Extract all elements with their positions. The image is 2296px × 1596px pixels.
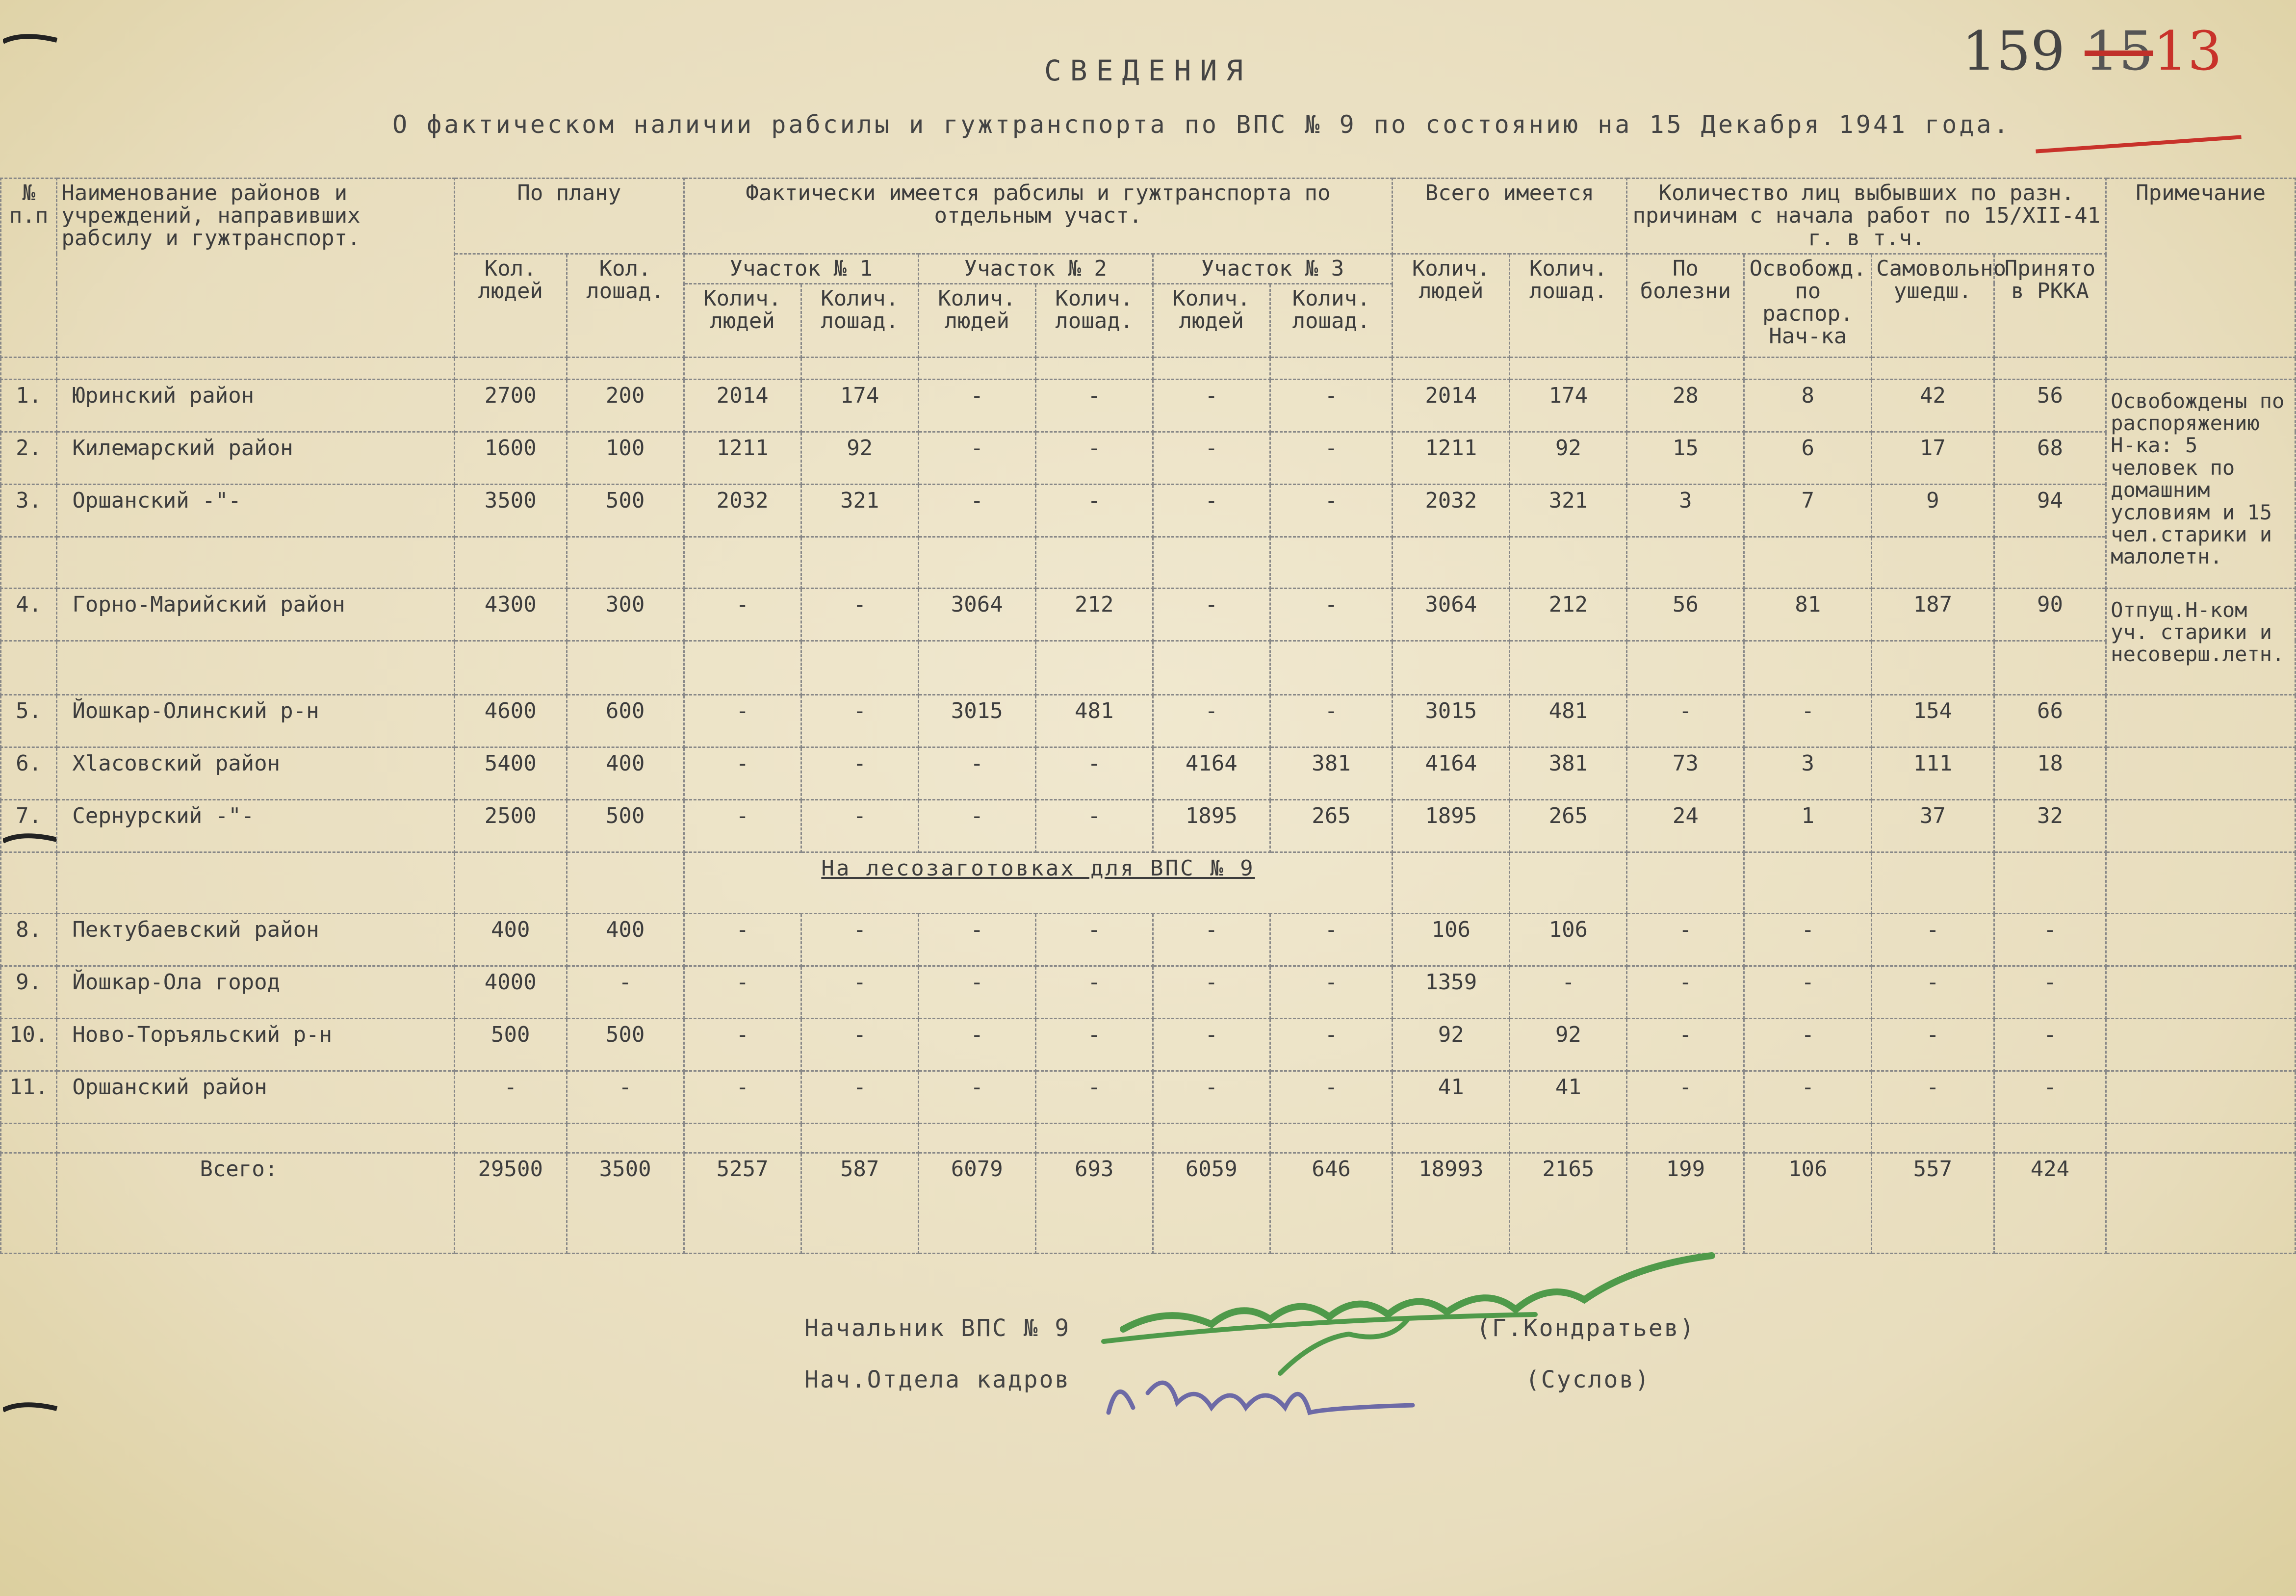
row-number: 2.	[1, 432, 57, 484]
cell: 1211	[1393, 432, 1510, 484]
cell: 321	[801, 484, 918, 537]
report-table	[0, 178, 2296, 1254]
cell: 6	[1744, 432, 1872, 484]
cell: -	[801, 1071, 918, 1123]
cell: 265	[1270, 799, 1392, 852]
col-name: Наименование районов и учреждений, направивших рабсилу и гужтранспорт.	[57, 179, 455, 358]
cell: -	[1270, 966, 1392, 1018]
cell: 500	[567, 484, 684, 537]
table-row	[1, 695, 2296, 747]
total-cell: 6059	[1153, 1153, 1270, 1253]
cell: 28	[1627, 379, 1744, 432]
cell: -	[918, 913, 1035, 966]
row-name: Йошкар-Ола город	[57, 966, 455, 1018]
row-number: 9.	[1, 966, 57, 1018]
col-section-1: Участок № 1	[684, 254, 918, 283]
binder-ring-icon	[3, 29, 62, 54]
cell: -	[1872, 913, 1994, 966]
col-dropped: Количество лиц выбывших по разн. причинам с начала работ по 15/ХII-41 г. в т.ч.	[1627, 179, 2106, 254]
cell: -	[1035, 913, 1153, 966]
cell: 4000	[454, 966, 567, 1018]
cell: 4300	[454, 588, 567, 641]
cell: -	[567, 966, 684, 1018]
cell: 41	[1393, 1071, 1510, 1123]
archive-number-new: 13	[2153, 20, 2222, 82]
cell: -	[801, 799, 918, 852]
cell: -	[1035, 432, 1153, 484]
cell: 2014	[1393, 379, 1510, 432]
cell: -	[1035, 799, 1153, 852]
cell: -	[684, 588, 801, 641]
row-number: 7.	[1, 799, 57, 852]
cell: 174	[801, 379, 918, 432]
total-cell: 106	[1744, 1153, 1872, 1253]
table-row	[1, 379, 2296, 432]
cell: 100	[567, 432, 684, 484]
section-label: На лесозаготовках для ВПС № 9	[684, 852, 1393, 913]
total-cell: 3500	[567, 1153, 684, 1253]
chief-title: Начальник ВПС № 9	[804, 1314, 1071, 1342]
total-cell: 6079	[918, 1153, 1035, 1253]
cell: 1895	[1153, 799, 1270, 852]
cell: -	[1627, 1071, 1744, 1123]
cell: -	[918, 1018, 1035, 1071]
violet-signature-icon	[1099, 1354, 1442, 1432]
cell: 4600	[454, 695, 567, 747]
cell: -	[1153, 379, 1270, 432]
cell: -	[1035, 747, 1153, 799]
cell: -	[684, 799, 801, 852]
cell: 3064	[1393, 588, 1510, 641]
col-plan-people: Кол. людей	[454, 254, 567, 357]
cell: 106	[1393, 913, 1510, 966]
cell: 4164	[1153, 747, 1270, 799]
cell: 381	[1270, 747, 1392, 799]
cell: -	[1872, 966, 1994, 1018]
cell: 41	[1510, 1071, 1627, 1123]
col-s2-people: Колич. людей	[918, 283, 1035, 357]
row-name: Пектубаевский район	[57, 913, 455, 966]
cell: -	[1627, 913, 1744, 966]
total-cell: 29500	[454, 1153, 567, 1253]
cell: -	[1744, 913, 1872, 966]
cell: -	[1270, 432, 1392, 484]
cell: -	[1035, 1018, 1153, 1071]
cell: 18	[1994, 747, 2106, 799]
cell: 92	[1510, 432, 1627, 484]
col-s3-people: Колич. людей	[1153, 283, 1270, 357]
cell: 3500	[454, 484, 567, 537]
table-row	[1, 966, 2296, 1018]
col-illness: По болезни	[1627, 254, 1744, 357]
col-plan: По плану	[454, 179, 684, 254]
cell: 200	[567, 379, 684, 432]
col-total: Всего имеется	[1393, 179, 1627, 254]
cell: 1895	[1393, 799, 1510, 852]
cell: -	[1994, 966, 2106, 1018]
cell: -	[1744, 1071, 1872, 1123]
cell: -	[1994, 1018, 2106, 1071]
cell: 174	[1510, 379, 1627, 432]
cell: 2014	[684, 379, 801, 432]
cell: 81	[1744, 588, 1872, 641]
document-title: СВЕДЕНИЯ	[1044, 54, 1252, 87]
cell: -	[1510, 966, 1627, 1018]
cell: -	[684, 913, 801, 966]
cell: 4164	[1393, 747, 1510, 799]
cell: 66	[1994, 695, 2106, 747]
cell: -	[1627, 695, 1744, 747]
cell: 111	[1872, 747, 1994, 799]
cell: -	[1153, 484, 1270, 537]
cell: 500	[454, 1018, 567, 1071]
cell: 3	[1627, 484, 1744, 537]
cell: 2700	[454, 379, 567, 432]
row-number: 5.	[1, 695, 57, 747]
cell: 481	[1510, 695, 1627, 747]
cell: 3064	[918, 588, 1035, 641]
cell: -	[454, 1071, 567, 1123]
cell: -	[684, 695, 801, 747]
cell: 7	[1744, 484, 1872, 537]
cell: 92	[1393, 1018, 1510, 1071]
col-plan-horses: Кол. лошад.	[567, 254, 684, 357]
table-row	[1, 588, 2296, 641]
cell: -	[1035, 484, 1153, 537]
cell: -	[1153, 695, 1270, 747]
cell: -	[1744, 695, 1872, 747]
cell: 3015	[918, 695, 1035, 747]
cell: 94	[1994, 484, 2106, 537]
row-name: Ново-Торъяльский р-н	[57, 1018, 455, 1071]
total-cell: 199	[1627, 1153, 1744, 1253]
col-s3-horses: Колич. лошад.	[1270, 283, 1392, 357]
archive-number-old: 159	[1962, 20, 2065, 82]
cell: 56	[1627, 588, 1744, 641]
cell: 1211	[684, 432, 801, 484]
cell: 212	[1035, 588, 1153, 641]
row-name: Оршанский район	[57, 1071, 455, 1123]
cell: -	[1994, 1071, 2106, 1123]
cell: 24	[1627, 799, 1744, 852]
cell: -	[1744, 1018, 1872, 1071]
cell: -	[801, 695, 918, 747]
col-actual: Фактически имеется рабсилы и гужтранспорта по отдельным участ.	[684, 179, 1393, 254]
cell: -	[801, 966, 918, 1018]
col-total-people: Колич. людей	[1393, 254, 1510, 357]
cell: -	[684, 1018, 801, 1071]
cell: -	[1153, 1071, 1270, 1123]
cell: 2500	[454, 799, 567, 852]
hr-title: Нач.Отдела кадров	[804, 1366, 1071, 1393]
cell: -	[1153, 432, 1270, 484]
cell: 92	[1510, 1018, 1627, 1071]
col-number: № п.п	[1, 179, 57, 358]
section-row	[1, 852, 2296, 913]
cell: -	[1153, 588, 1270, 641]
table-row	[1, 913, 2296, 966]
row-number: 10.	[1, 1018, 57, 1071]
col-selfleft: Самовольно ушедш.	[1872, 254, 1994, 357]
cell: -	[801, 913, 918, 966]
cell: -	[1035, 379, 1153, 432]
cell: -	[918, 379, 1035, 432]
row-name: Горно-Марийский район	[57, 588, 455, 641]
table-row	[1, 799, 2296, 852]
row-number: 4.	[1, 588, 57, 641]
cell: 3015	[1393, 695, 1510, 747]
cell: 500	[567, 799, 684, 852]
row-name: Сернурский -"-	[57, 799, 455, 852]
table-row	[1, 484, 2296, 537]
cell: 400	[454, 913, 567, 966]
cell: 381	[1510, 747, 1627, 799]
cell: 2032	[684, 484, 801, 537]
row-name: Хlасовский район	[57, 747, 455, 799]
cell: 1600	[454, 432, 567, 484]
note-cell-2: Отпущ.Н-ком уч. старики и несоверш.летн.	[2106, 588, 2296, 695]
cell: -	[801, 747, 918, 799]
cell: 400	[567, 913, 684, 966]
cell: 68	[1994, 432, 2106, 484]
total-cell: 5257	[684, 1153, 801, 1253]
cell: 32	[1994, 799, 2106, 852]
row-name: Оршанский -"-	[57, 484, 455, 537]
table-row	[1, 1018, 2296, 1071]
cell: 8	[1744, 379, 1872, 432]
cell: -	[1035, 966, 1153, 1018]
table-row	[1, 747, 2296, 799]
cell: -	[918, 484, 1035, 537]
row-number: 11.	[1, 1071, 57, 1123]
total-cell: 587	[801, 1153, 918, 1253]
cell: 15	[1627, 432, 1744, 484]
binder-ring-icon	[3, 1398, 62, 1422]
cell: -	[1153, 966, 1270, 1018]
cell: -	[1035, 1071, 1153, 1123]
chief-name: (Г.Кондратьев)	[1476, 1314, 1696, 1342]
cell: -	[684, 966, 801, 1018]
cell: -	[801, 588, 918, 641]
cell: -	[918, 747, 1035, 799]
cell: -	[1270, 484, 1392, 537]
cell: 17	[1872, 432, 1994, 484]
cell: 300	[567, 588, 684, 641]
cell: -	[918, 799, 1035, 852]
cell: 3	[1744, 747, 1872, 799]
cell: -	[1153, 1018, 1270, 1071]
cell: -	[918, 432, 1035, 484]
col-s1-people: Колич. людей	[684, 283, 801, 357]
cell: -	[1270, 913, 1392, 966]
cell: -	[1872, 1071, 1994, 1123]
cell: 600	[567, 695, 684, 747]
cell: -	[1153, 913, 1270, 966]
hr-name: (Суслов)	[1525, 1366, 1651, 1393]
cell: -	[1627, 1018, 1744, 1071]
cell: 2032	[1393, 484, 1510, 537]
cell: 500	[567, 1018, 684, 1071]
cell: -	[801, 1018, 918, 1071]
archive-number-crossed: 15	[2084, 20, 2153, 82]
row-name: Йошкар-Олинский р-н	[57, 695, 455, 747]
row-number: 3.	[1, 484, 57, 537]
col-section-3: Участок № 3	[1153, 254, 1393, 283]
col-s1-horses: Колич. лошад.	[801, 283, 918, 357]
cell: -	[684, 747, 801, 799]
row-number: 8.	[1, 913, 57, 966]
totals-row	[1, 1153, 2296, 1253]
col-total-horses: Колич. лошад.	[1510, 254, 1627, 357]
cell: 400	[567, 747, 684, 799]
cell: 106	[1510, 913, 1627, 966]
col-section-2: Участок № 2	[918, 254, 1153, 283]
cell: 73	[1627, 747, 1744, 799]
note-cell-1: Освобождены по распоряжению Н-ка: 5 человек по домашним условиям и 15 чел.старики и малолетн.	[2106, 379, 2296, 588]
total-cell: 557	[1872, 1153, 1994, 1253]
cell: 481	[1035, 695, 1153, 747]
total-cell: 646	[1270, 1153, 1392, 1253]
cell: -	[1872, 1018, 1994, 1071]
cell: 90	[1994, 588, 2106, 641]
cell: -	[1270, 379, 1392, 432]
row-number: 1.	[1, 379, 57, 432]
cell: 1	[1744, 799, 1872, 852]
cell: 9	[1872, 484, 1994, 537]
cell: 42	[1872, 379, 1994, 432]
cell: 154	[1872, 695, 1994, 747]
cell: -	[1627, 966, 1744, 1018]
cell: -	[684, 1071, 801, 1123]
cell: -	[1270, 588, 1392, 641]
col-note: Примечание	[2106, 179, 2296, 358]
cell: -	[918, 966, 1035, 1018]
cell: -	[1270, 1071, 1392, 1123]
cell: -	[918, 1071, 1035, 1123]
cell: 265	[1510, 799, 1627, 852]
cell: -	[1270, 695, 1392, 747]
cell: 5400	[454, 747, 567, 799]
cell: 212	[1510, 588, 1627, 641]
cell: 92	[801, 432, 918, 484]
cell: -	[1270, 1018, 1392, 1071]
total-cell: 424	[1994, 1153, 2106, 1253]
col-s2-horses: Колич. лошад.	[1035, 283, 1153, 357]
cell: -	[1744, 966, 1872, 1018]
col-army: Принято в РККА	[1994, 254, 2106, 357]
cell: 187	[1872, 588, 1994, 641]
total-cell: 2165	[1510, 1153, 1627, 1253]
cell: 321	[1510, 484, 1627, 537]
cell: 37	[1872, 799, 1994, 852]
cell: -	[1994, 913, 2106, 966]
totals-label: Всего:	[57, 1153, 455, 1253]
cell: 1359	[1393, 966, 1510, 1018]
table-row	[1, 432, 2296, 484]
total-cell: 18993	[1393, 1153, 1510, 1253]
cell: 56	[1994, 379, 2106, 432]
row-name: Килемарский район	[57, 432, 455, 484]
document-subtitle: О фактическом наличии рабсилы и гужтранспорта по ВПС № 9 по состоянию на 15 Декабря 1941 года.	[392, 110, 2011, 139]
row-name: Юринский район	[57, 379, 455, 432]
cell: -	[567, 1071, 684, 1123]
col-released: Освобожд. по распор. Нач-ка	[1744, 254, 1872, 357]
table-row	[1, 1071, 2296, 1123]
row-number: 6.	[1, 747, 57, 799]
total-cell: 693	[1035, 1153, 1153, 1253]
